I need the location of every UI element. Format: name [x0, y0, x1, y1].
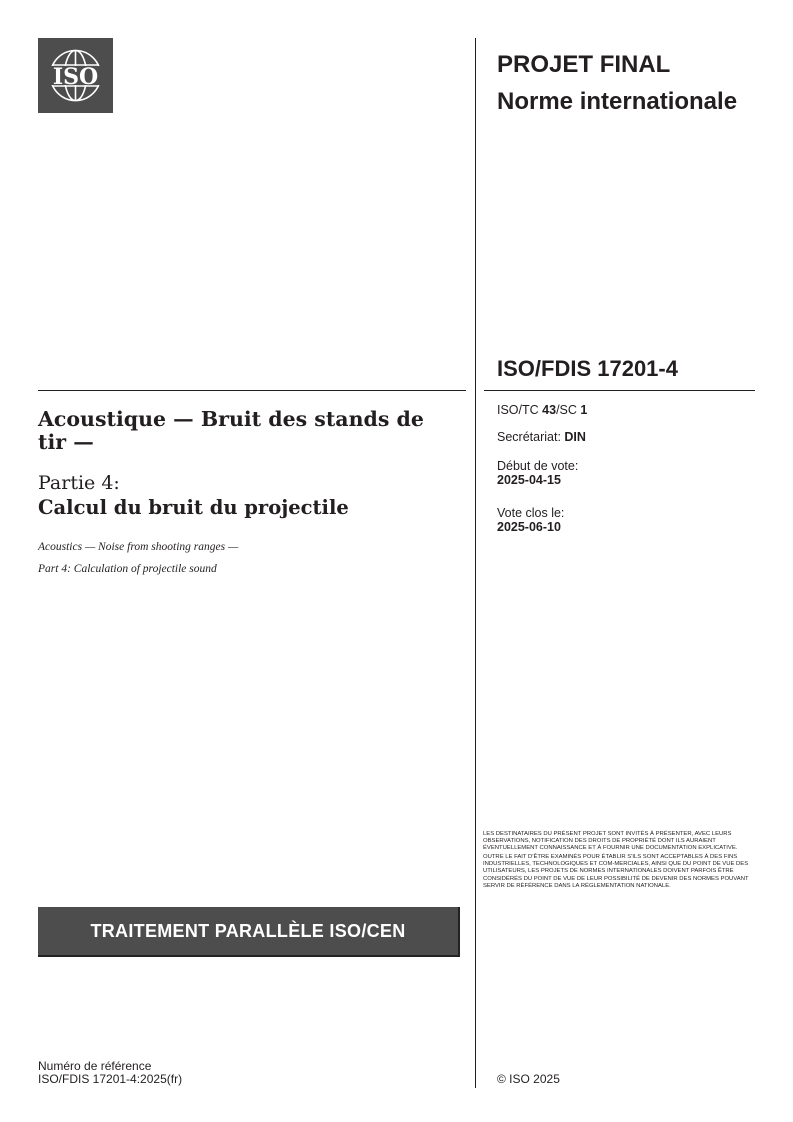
iso-logo-text: ISO	[52, 64, 99, 90]
title-part-name: Calcul du bruit du projectile	[38, 496, 349, 519]
copyright: © ISO 2025	[497, 1072, 560, 1086]
vote-end-label: Vote clos le:	[497, 506, 565, 520]
vote-start-value: 2025-04-15	[497, 473, 561, 487]
document-type: Norme internationale	[497, 88, 738, 115]
disclaimer-paragraph-2: OUTRE LE FAIT D'ÊTRE EXAMINÉS POUR ÉTABLIR S'ILS SONT ACCEPTABLES À DES FINS INDUSTRIELLES, TECHNOLOGIQUES ET COM-MERCIALES, AINSI QUE DU POINT DE VUE DES UTILISATEURS, LES PROJETS DE NORMES INTERNATIONALES DOIVENT PARFOIS ÊTRE CONSIDÉRÉS DU POINT DE VUE DE LEUR POSSIBILITÉ DE DEVENIR DES NORMES POUVANT SERVIR DE RÉFÉRENCE DANS LA RÉGLEMENTATION NATIONALE.	[483, 854, 749, 889]
tc-prefix: ISO/TC	[497, 403, 543, 417]
reference-number: ISO/FDIS 17201-4:2025(fr)	[38, 1072, 183, 1086]
vote-end-value: 2025-06-10	[497, 520, 561, 534]
banner-text: TRAITEMENT PARALLÈLE ISO/CEN	[90, 921, 406, 941]
vertical-divider	[475, 38, 476, 1088]
title-main: Acoustique — Bruit des stands de tir —	[38, 407, 424, 454]
horizontal-divider-right	[484, 390, 755, 391]
globe-icon	[38, 38, 113, 113]
document-status: PROJET FINAL	[497, 51, 671, 78]
sc-number: 1	[580, 403, 588, 417]
secretariat-info	[497, 430, 586, 444]
sc-prefix: /SC	[556, 403, 581, 417]
horizontal-divider-left	[38, 390, 466, 391]
document-number: ISO/FDIS 17201-4	[497, 356, 678, 381]
title-english-main: Acoustics — Noise from shooting ranges —	[38, 541, 239, 553]
title-part: Partie 4:	[38, 472, 120, 494]
parallel-processing-banner	[38, 907, 460, 957]
iso-logo	[38, 38, 113, 113]
tc-number: 43	[542, 403, 557, 417]
committee-info	[497, 403, 587, 417]
vote-end-info	[497, 506, 564, 534]
secretariat-value: DIN	[564, 430, 586, 444]
vote-start-label: Début de vote:	[497, 459, 579, 473]
title-english-part: Part 4: Calculation of projectile sound	[38, 563, 217, 575]
reference-label: Numéro de référence	[38, 1059, 152, 1073]
secretariat-label: Secrétariat:	[497, 430, 565, 444]
disclaimer	[483, 831, 758, 892]
disclaimer-paragraph-1: LES DESTINATAIRES DU PRÉSENT PROJET SONT INVITÉS À PRÉSENTER, AVEC LEURS OBSERVATIONS, NOTIFICATION DES DROITS DE PROPRIÉTÉ DONT ILS AURAIENT ÉVENTUELLEMENT CONNAISSANCE ET À FOURNIR UNE DOCUMENTATION EXPLICATIVE.	[483, 831, 738, 852]
vote-start-info	[497, 459, 578, 487]
